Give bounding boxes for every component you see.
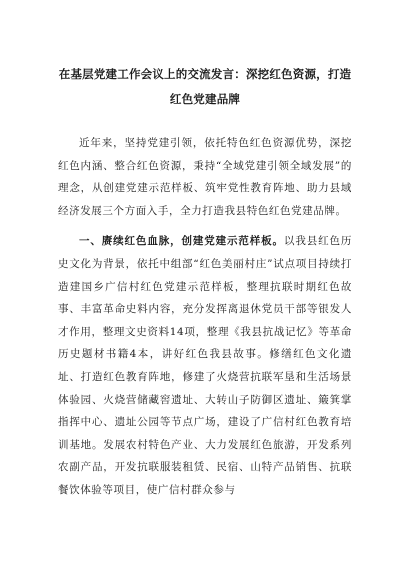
intro-paragraph: 近年来，坚持党建引领，依托特色红色资源优势，深挖红色内涵、整合红色资源，秉持“全域党建引领全域发展”的理念，从创建党建示范样板、筑牢党性教育阵地、助力县域经济发展三个方面入手，全力打造我县特色红色党建品牌。 (58, 137, 352, 217)
section-1-heading: 一、赓续红色血脉，创建党建示范样板。 (79, 235, 284, 248)
section-1-body: 以我县红色历史文化为背景，依托中组部“红色美丽村庄”试点项目持续打造建国乡广信村红色党建示范样板，整理抗联时期红色故事、丰富革命史料内容，充分发挥离退休党员干部等银发人才作用，整理文史资料14项，整理《我县抗战记忆》等革命历史题材书籍4本，讲好红色我县故事。修缮红色文化遗址、打造红色教育阵地，修建了火烧营抗联军垦和生活场景体验园、火烧营储藏窖遗址、大转山子防御区遗址、簸箕掌指挥中心、遗址公园等节点广场，建设了广信村红色教育培训基地。发展农村特色产业、大力发展红色旅游，开发系列农副产品，开发抗联服装租赁、民宿、山特产品销售、抗联餐饮体验等项目，使广信村群众参与 (58, 235, 352, 496)
document-title (58, 62, 352, 112)
title-line-2: 红色党建品牌 (169, 92, 241, 106)
title-line-1: 在基层党建工作会议上的交流发言：深挖红色资源，打造 (58, 67, 352, 81)
section-1-paragraph (58, 230, 352, 501)
